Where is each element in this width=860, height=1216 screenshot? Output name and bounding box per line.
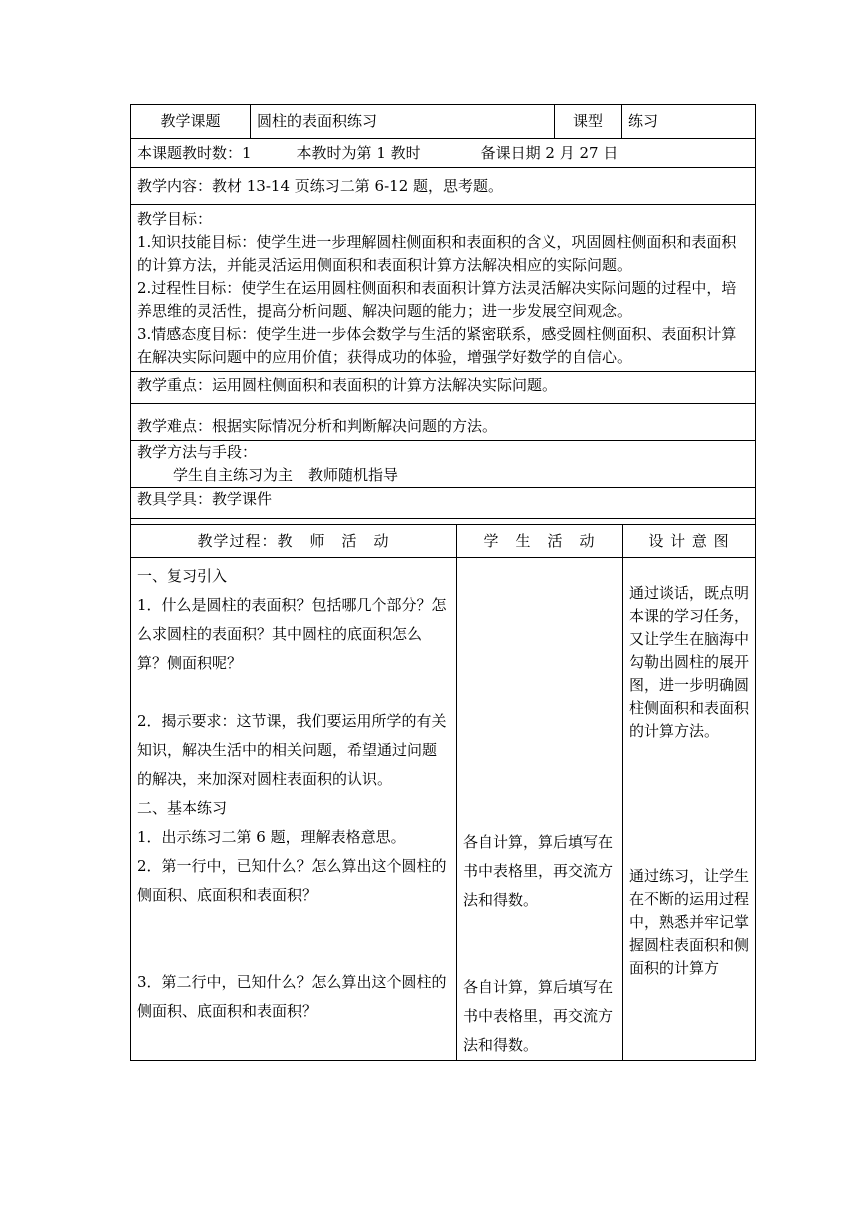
objective-item: 1.知识技能目标：使学生进一步理解圆柱侧面积和表面积的含义，巩固圆柱侧面积和表面积的计算方法，并能灵活运用侧面积和表面积计算方法解决相应的实际问题。 <box>137 233 737 274</box>
tools-row <box>131 488 756 519</box>
tools: 教具学具：教学课件 <box>131 488 756 519</box>
student-activity: 各自计算，算后填写在书中表格里，再交流方法和得数。 <box>463 978 614 1054</box>
method-value: 学生自主练习为主 教师随机指导 <box>173 466 399 484</box>
difficulty: 教学难点：根据实际情况分析和判断解决问题的方法。 <box>131 404 756 441</box>
teacher-section-title: 一、复习引入 <box>137 567 228 585</box>
teacher-step: 3．第二行中，已知什么？怎么算出这个圆柱的侧面积、底面积和表面积？ <box>137 973 447 1020</box>
key-point: 教学重点：运用圆柱侧面积和表面积的计算方法解决实际问题。 <box>131 372 756 404</box>
lesson-plan <box>130 104 755 1061</box>
col-design-header: 设 计 意 图 <box>623 525 756 558</box>
teacher-step: 2．第一行中，已知什么？怎么算出这个圆柱的侧面积、底面积和表面积？ <box>137 857 447 904</box>
design-intent: 通过练习，让学生在不断的运用过程中，熟悉并牢记掌握圆柱表面积和侧面积的计算方 <box>629 867 750 977</box>
col-student-header: 学 生 活 动 <box>457 525 623 558</box>
col-teacher-header: 教学过程：教 师 活 动 <box>131 525 457 558</box>
teacher-section-title: 二、基本练习 <box>137 799 228 817</box>
design-intent: 通过谈话，既点明本课的学习任务，又让学生在脑海中勾勒出圆柱的展开图，进一步明确圆柱侧面积和表面积的计算方法。 <box>629 584 750 740</box>
teacher-step: 2．揭示要求：这节课，我们要运用所学的有关知识，解决生活中的相关问题，希望通过问题的解决，来加深对圆柱表面积的认识。 <box>137 712 447 788</box>
topic-label: 教学课题 <box>131 105 251 139</box>
objective-item: 3.情感态度目标：使学生进一步体会数学与生活的紧密联系，感受圆柱侧面积、表面积计算在解决实际问题中的应用价值；获得成功的体验，增强学好数学的自信心。 <box>137 325 737 366</box>
lesson-info-table <box>130 104 756 519</box>
process-body-row <box>131 558 756 1061</box>
objectives-cell <box>131 205 756 372</box>
content-row <box>131 168 756 205</box>
header-row <box>131 105 756 139</box>
process-table <box>130 518 756 1061</box>
type-label: 课型 <box>555 105 622 139</box>
process-header-row <box>131 525 756 558</box>
student-activity-cell <box>457 558 623 1061</box>
teacher-step: 1．什么是圆柱的表面积？包括哪几个部分？怎么求圆柱的表面积？其中圆柱的底面积怎么算？侧面积呢？ <box>137 596 447 672</box>
design-intent-cell <box>623 558 756 1061</box>
teacher-step: 1．出示练习二第 6 题，理解表格意思。 <box>137 828 406 846</box>
objectives-title: 教学目标： <box>137 210 213 228</box>
objective-item: 2.过程性目标：使学生在运用圆柱侧面积和表面积计算方法灵活解决实际问题的过程中，培养思维的灵活性，提高分析问题、解决问题的能力；进一步发展空间观念。 <box>137 279 737 320</box>
difficulty-row <box>131 404 756 441</box>
hours-line: 本课题教时数：1 本教时为第 1 教时 备课日期 2 月 27 日 <box>131 139 756 168</box>
hours-row <box>131 139 756 168</box>
key-point-row <box>131 372 756 404</box>
method-row <box>131 441 756 488</box>
student-activity: 各自计算，算后填写在书中表格里，再交流方法和得数。 <box>463 833 614 909</box>
teacher-activity-cell <box>131 558 457 1061</box>
method-title: 教学方法与手段： <box>137 443 258 461</box>
objectives-row <box>131 205 756 372</box>
type-value: 练习 <box>622 105 756 139</box>
method-cell <box>131 441 756 488</box>
topic-value: 圆柱的表面积练习 <box>251 105 555 139</box>
content-line: 教学内容：教材 13-14 页练习二第 6-12 题，思考题。 <box>131 168 756 205</box>
